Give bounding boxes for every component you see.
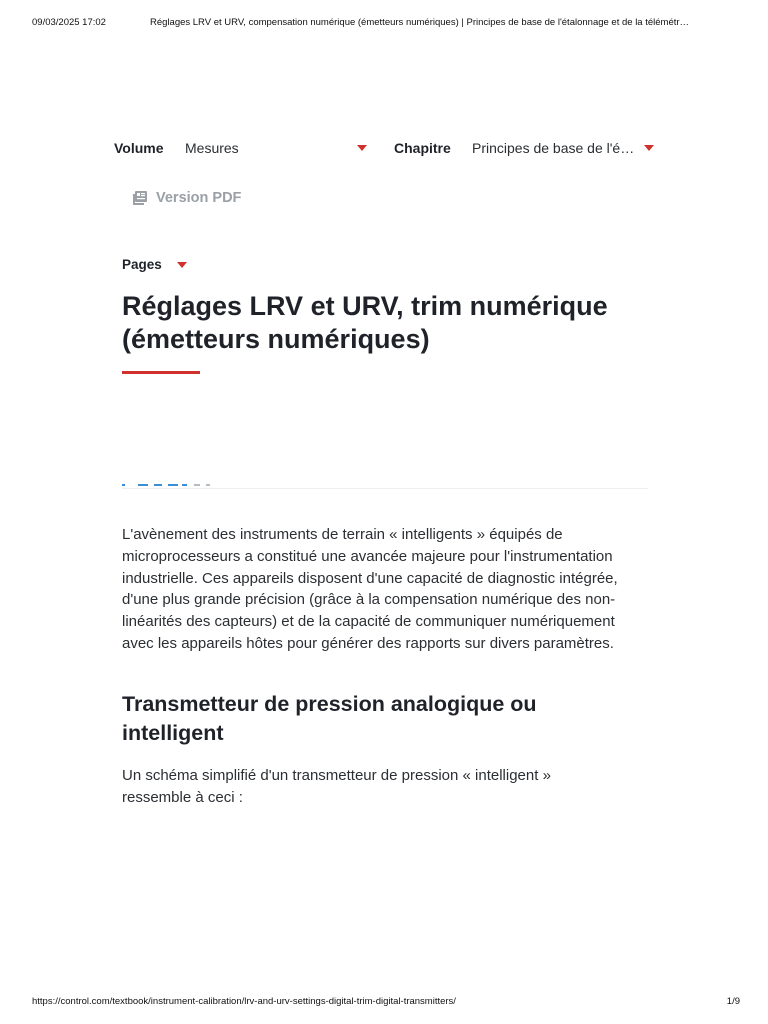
pages-caret-down-icon — [177, 262, 187, 268]
print-document-title: Réglages LRV et URV, compensation numérique (émetteurs numériques) | Principes de base de l'étalonnage et de la télémétr… — [150, 17, 690, 28]
pdf-version-label: Version PDF — [156, 190, 242, 206]
title-underline — [122, 371, 200, 374]
volume-value: Mesures — [185, 140, 239, 156]
print-page-url: https://control.com/textbook/instrument-calibration/lrv-and-urv-settings-digital-trim-digital-transmitters/ — [32, 996, 456, 1007]
chapter-value: Principes de base de l'é… — [472, 140, 635, 156]
pages-label: Pages — [122, 257, 162, 272]
chapter-caret-down-icon — [644, 145, 654, 151]
print-footer — [32, 996, 740, 1010]
print-header — [32, 17, 740, 31]
print-page-number: 1/9 — [726, 996, 740, 1007]
clipped-content-fragment — [122, 484, 222, 487]
intro-paragraph: L'avènement des instruments de terrain « intelligents » équipés de microprocesseurs a constitué une avancée majeure pour l'instrumentation industrielle. Ces appareils disposent d'une capacité de diagnostic intégrée, d'une plus grande précision (grâce à la compensation numérique des non-linéarités des capteurs) et de la capacité de communiquer numériquement avec les appareils hôtes pour générer des rapports sur divers paramètres. — [122, 526, 618, 652]
print-datetime: 09/03/2025 17:02 — [32, 17, 106, 28]
page-title: Réglages LRV et URV, trim numérique (émetteurs numériques) — [122, 291, 608, 354]
volume-selector[interactable] — [114, 138, 368, 158]
chapter-label: Chapitre — [394, 140, 451, 156]
pdf-document-icon — [132, 190, 148, 206]
volume-label: Volume — [114, 140, 164, 156]
chapter-selector[interactable] — [394, 138, 656, 158]
pages-toggle[interactable] — [122, 256, 162, 274]
page-break-strip — [122, 484, 648, 489]
section-paragraph: Un schéma simplifié d'un transmetteur de pression « intelligent » ressemble à ceci : — [122, 767, 551, 806]
section-heading: Transmetteur de pression analogique ou intelligent — [122, 692, 537, 745]
volume-caret-down-icon — [357, 145, 367, 151]
